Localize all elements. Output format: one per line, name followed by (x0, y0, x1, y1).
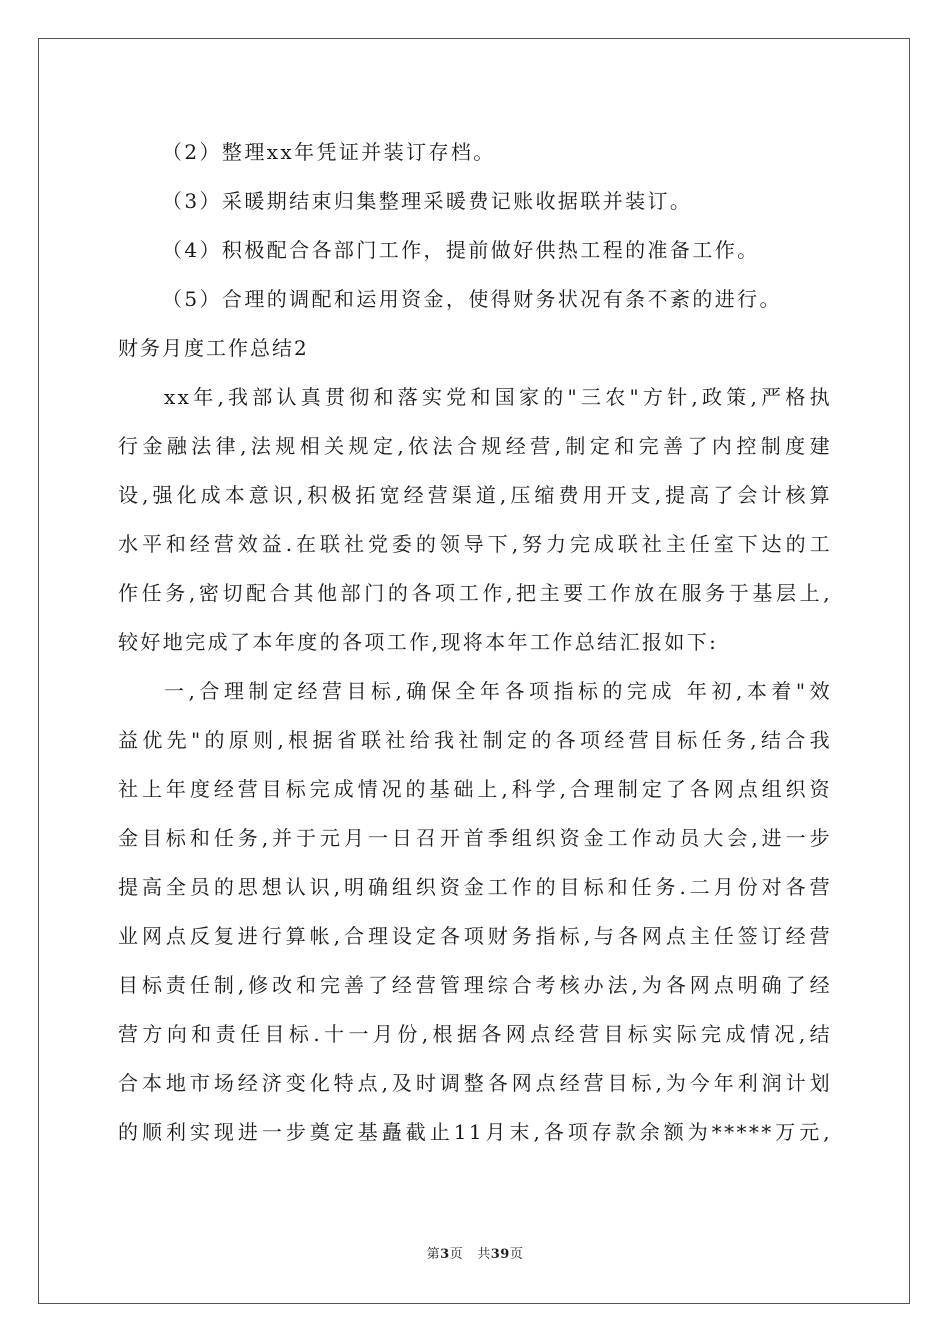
paragraph-line: xx年,我部认真贯彻和落实党和国家的"三农"方针,政策,严格执 (164, 385, 832, 409)
page-suffix: 页 (449, 1247, 464, 1262)
section-title: 财务月度工作总结2 (118, 336, 309, 360)
paragraph-line: 一,合理制定经营目标,确保全年各项指标的完成 年初,本着"效 (164, 679, 832, 703)
page-number: 3 (440, 1247, 450, 1262)
list-item: （2）整理xx年凭证并装订存档。 (162, 140, 496, 164)
paragraph-intro (118, 373, 832, 667)
paragraph-line: 行金融法律,法规相关规定,依法合规经营,制定和完善了内控制度建 (118, 434, 832, 458)
page-prefix: 第 (426, 1247, 441, 1262)
paragraph-line: 益优先"的原则,根据省联社给我社制定的各项经营目标任务,结合我 (118, 728, 832, 752)
total-pages: 39 (490, 1247, 510, 1262)
paragraph-line: 水平和经营效益.在联社党委的领导下,努力完成联社主任室下达的工 (118, 532, 832, 556)
total-prefix: 共 (477, 1247, 491, 1262)
paragraph-line: 设,强化成本意识,积极拓宽经营渠道,压缩费用开支,提高了会计核算 (118, 483, 832, 507)
paragraph-line: 较好地完成了本年度的各项工作,现将本年工作总结汇报如下: (118, 630, 719, 654)
paragraph-line: 金目标和任务,并于元月一日召开首季组织资金工作动员大会,进一步 (118, 826, 832, 850)
paragraph-line: 提高全员的思想认识,明确组织资金工作的目标和任务.二月份对各营 (118, 875, 832, 899)
paragraph-line: 合本地市场经济变化特点,及时调整各网点经营目标,为今年利润计划 (118, 1071, 832, 1095)
paragraph-line: 营方向和责任目标.十一月份,根据各网点经营目标实际完成情况,结 (118, 1022, 832, 1046)
list-item: （4）积极配合各部门工作，提前做好供热工程的准备工作。 (162, 238, 760, 262)
paragraph-line: 的顺利实现进一步奠定基矗截止11月末,各项存款余额为*****万元, (118, 1120, 832, 1144)
paragraph-line: 业网点反复进行算帐,合理设定各项财务指标,与各网点主任签订经营 (118, 924, 832, 948)
paragraph-line: 社上年度经营目标完成情况的基础上,科学,合理制定了各网点组织资 (118, 777, 832, 801)
paragraph-targets (118, 667, 832, 1157)
total-suffix: 页 (509, 1247, 524, 1262)
list-item: （3）采暖期结束归集整理采暖费记账收据联并装订。 (162, 189, 693, 213)
paragraph-line: 作任务,密切配合其他部门的各项工作,把主要工作放在服务于基层上, (118, 581, 832, 605)
page-footer (0, 1243, 950, 1262)
list-item: （5）合理的调配和运用资金，使得财务状况有条不紊的进行。 (162, 287, 782, 311)
paragraph-line: 目标责任制,修改和完善了经营管理综合考核办法,为各网点明确了经 (118, 973, 832, 997)
document-body (118, 128, 832, 1157)
